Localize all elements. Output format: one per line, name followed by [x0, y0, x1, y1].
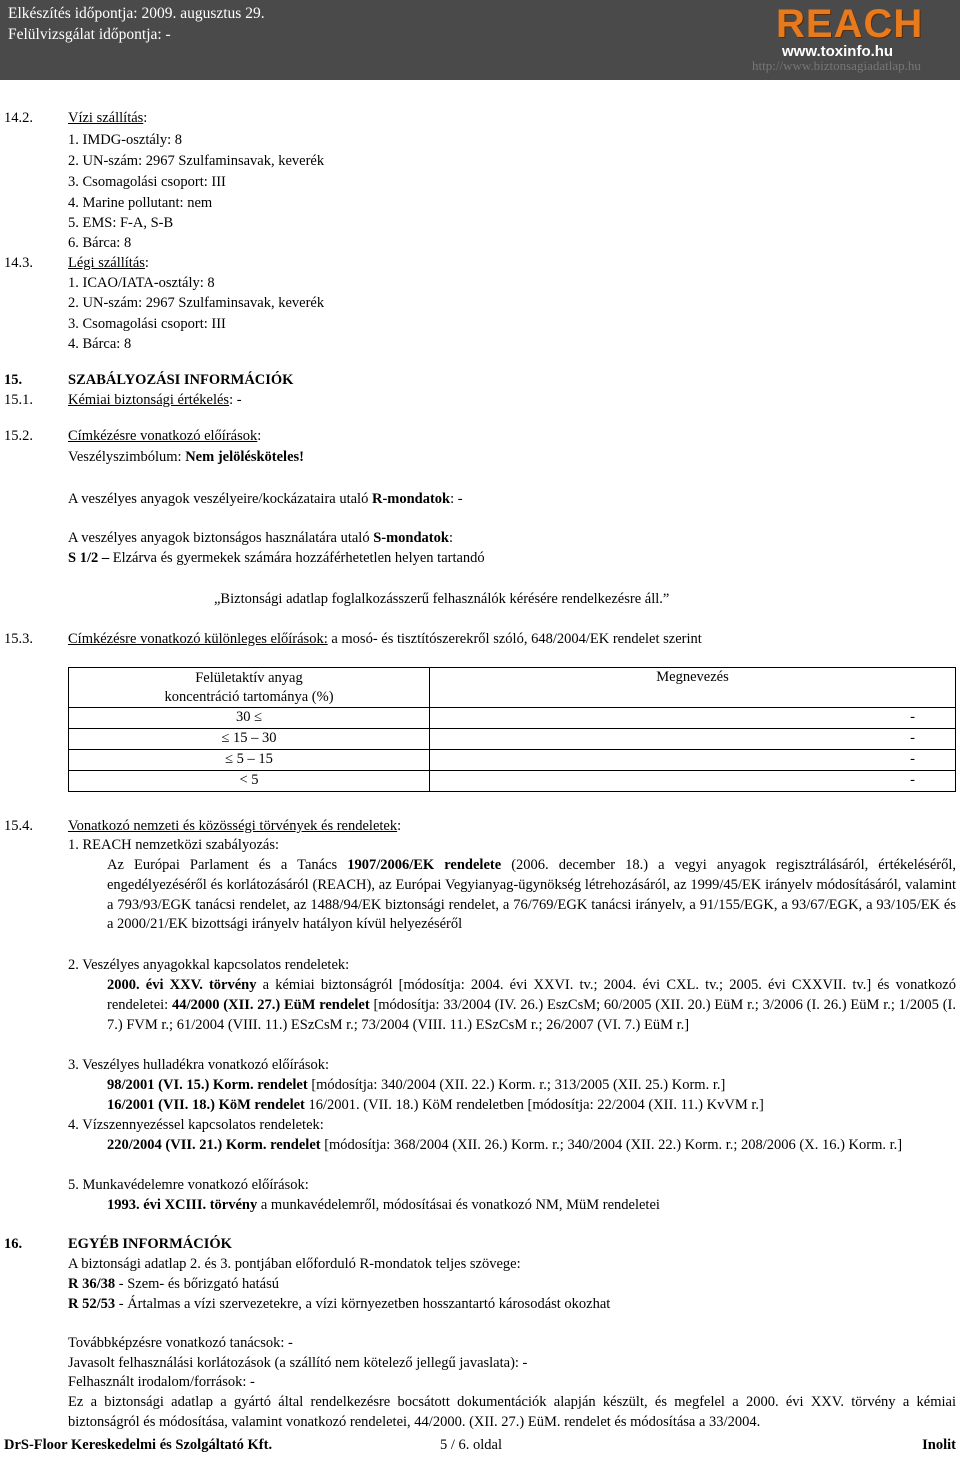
table-header-row	[69, 668, 956, 708]
section-title: Vízi szállítás:	[68, 110, 148, 126]
section-title: Címkézésre vonatkozó előírások:	[68, 428, 262, 444]
list-item: 4. Marine pollutant: nem	[68, 195, 213, 211]
table-cell: < 5	[69, 771, 430, 792]
section-title: Címkézésre vonatkozó különleges előírások: a mosó- és tisztítószerekről szóló, 648/2004/EK rendelet szerint	[68, 631, 702, 647]
waste-regulation: 16/2001 (VII. 18.) KöM rendelet 16/2001. (VII. 18.) KöM rendeletben [módosítja: 22/2004 (XII. 11.) KvVM r.]	[107, 1097, 764, 1113]
reach-regulation-text: Az Európai Parlament és a Tanács 1907/2006/EK rendelete (2006. december 18.) a vegyi anyagok regisztrálásáról, értékeléséről, engedélyezéséről és korlátozásáról (REACH), az Európai Vegyianyag-ügynökség létrehozásáról, az 1999/45/EK irányelv módosításáról, valamint a 793/93/EGK tanácsi rendelet, az 1488/94/EK biztonsági rendelet, a 76/769/EGK tanácsi irányelv, a 91/155/EGK, a 93/67/EGK, a 93/105/EK és a 2000/21/EK bizottsági irányelv hatályon kívül helyezéséről	[107, 857, 956, 933]
training-advice: Továbbképzésre vonatkozó tanácsok: -	[68, 1335, 293, 1351]
section-title: Kémiai biztonsági értékelés: -	[68, 392, 242, 408]
table-row	[69, 771, 956, 792]
section-number: 14.3.	[4, 255, 33, 271]
footer-company: DrS-Floor Kereskedelmi és Szolgáltató Kft.	[4, 1437, 273, 1453]
table-row	[69, 750, 956, 771]
table-cell: -	[430, 750, 956, 771]
section-number: 15.2.	[4, 428, 33, 444]
page-number: 5 / 6. oldal	[440, 1437, 503, 1453]
section-number: 16.	[4, 1236, 23, 1252]
section-number: 15.3.	[4, 631, 33, 647]
table-cell: -	[430, 708, 956, 729]
revision-date: Felülvizsgálat időpontja: -	[8, 26, 171, 43]
list-item: 1. REACH nemzetközi szabályozás:	[68, 837, 279, 853]
reach-logo: REACH	[776, 2, 924, 46]
list-item: 3. Veszélyes hulladékra vonatkozó előírások:	[68, 1057, 330, 1073]
list-item: 2. UN-szám: 2967 Szulfaminsavak, keverék	[68, 295, 325, 311]
table-cell: 30 ≤	[69, 708, 430, 729]
literature-sources: Felhasznált irodalom/források: -	[68, 1374, 255, 1390]
list-item: 1. ICAO/IATA-osztály: 8	[68, 275, 215, 291]
section-number: 15.4.	[4, 818, 33, 834]
hazard-symbol: Veszélyszimbólum: Nem jelölésköteles!	[68, 449, 304, 465]
section-heading: EGYÉB INFORMÁCIÓK	[68, 1236, 232, 1252]
section-title: Légi szállítás:	[68, 255, 149, 271]
section-number: 15.1.	[4, 392, 33, 408]
list-item: 2. Veszélyes anyagokkal kapcsolatos rendeletek:	[68, 957, 350, 973]
availability-note: „Biztonsági adatlap foglalkozásszerű felhasználók kérésére rendelkezésre áll.”	[214, 591, 670, 607]
r-phrase-item: R 36/38 - Szem- és bőrizgató hatású	[68, 1276, 280, 1292]
page-header	[0, 0, 960, 80]
s-phrases: A veszélyes anyagok biztonságos használatára utaló S-mondatok:	[68, 530, 453, 546]
section-number: 14.2.	[4, 110, 33, 126]
table-cell: ≤ 5 – 15	[69, 750, 430, 771]
list-item: 6. Bárca: 8	[68, 235, 132, 251]
list-item: 4. Vízszennyezéssel kapcsolatos rendeletek:	[68, 1117, 324, 1133]
table-header-cell: Megnevezés	[430, 668, 956, 708]
surfactant-table	[68, 667, 956, 792]
table-cell: ≤ 15 – 30	[69, 729, 430, 750]
section-number: 15.	[4, 372, 23, 388]
table-row	[69, 708, 956, 729]
creation-date: Elkészítés időpontja: 2009. augusztus 29.	[8, 5, 265, 22]
closing-paragraph: Ez a biztonsági adatlap a gyártó által rendelkezésre bocsátott dokumentációk alapján készült, és megfelel a 2000. évi XXV. törvény a kémiai biztonságról és módosítása, valamint vonatkozó rendeletei, 44/2000. (XII. 27.) EüM. rendelet és módosítása a 33/2004.	[68, 1394, 956, 1430]
list-item: 5. EMS: F-A, S-B	[68, 215, 174, 231]
footer-product: Inolit	[922, 1437, 956, 1453]
labour-safety-regulation: 1993. évi XCIII. törvény a munkavédelemről, módosításai és vonatkozó NM, MüM rendeletei	[107, 1197, 660, 1213]
logo-url[interactable]: http://www.biztonsagiadatlap.hu	[752, 58, 921, 73]
list-item: 5. Munkavédelemre vonatkozó előírások:	[68, 1177, 309, 1193]
water-regulation: 220/2004 (VII. 21.) Korm. rendelet [módosítja: 368/2004 (XII. 26.) Korm. r.; 340/2004 (XII. 22.) Korm. r.; 208/2006 (X. 16.) Korm. r.]	[107, 1137, 903, 1153]
table-header-cell: Felületaktív anyag koncentráció tartománya (%)	[69, 668, 430, 708]
s-phrase-item: S 1/2 – Elzárva és gyermekek számára hozzáférhetetlen helyen tartandó	[68, 550, 485, 566]
usage-restrictions: Javasolt felhasználási korlátozások (a szállító nem kötelező jellegű javaslata): -	[68, 1355, 528, 1371]
chemical-safety-text: 2000. évi XXV. törvény a kémiai biztonságról [módosítja: 2004. évi XXVI. tv.; 2004. évi CXL. tv.; 2005. évi CXXVII. tv.] és vonatkozó rendeletei: 44/2000 (XII. 27.) EüM rendelet [módosítja: 33/2004 (IV. 26.) EszCsM; 60/2005 (XII. 20.) EüM r.; 3/2006 (I. 26.) EüM r.; 1/2005 (I. 7.) FVM r.; 61/2004 (VIII. 11.) ESzCsM r.; 73/2004 (VIII. 11.) ESzCsM r.; 26/2007 (VI. 7.) EüM r.]	[107, 977, 956, 1033]
logo-subtitle[interactable]: www.toxinfo.hu	[782, 43, 894, 60]
list-item: 1. IMDG-osztály: 8	[68, 132, 182, 148]
table-cell: -	[430, 729, 956, 750]
section-heading: SZABÁLYOZÁSI INFORMÁCIÓK	[68, 372, 294, 388]
table-row	[69, 729, 956, 750]
list-item: 3. Csomagolási csoport: III	[68, 174, 226, 190]
r-phrases-intro: A biztonsági adatlap 2. és 3. pontjában előforduló R-mondatok teljes szövege:	[68, 1256, 521, 1272]
section-title: Vonatkozó nemzeti és közösségi törvények és rendeletek:	[68, 818, 402, 834]
r-phrases: A veszélyes anyagok veszélyeire/kockázataira utaló R-mondatok: -	[68, 491, 463, 507]
waste-regulation: 98/2001 (VI. 15.) Korm. rendelet [módosítja: 340/2004 (XII. 22.) Korm. r.; 313/2005 (XII. 25.) Korm. r.]	[107, 1077, 726, 1093]
list-item: 4. Bárca: 8	[68, 336, 132, 352]
r-phrase-item: R 52/53 - Ártalmas a vízi szervezetekre, a vízi környezetben hosszantartó károsodást okozhat	[68, 1296, 611, 1312]
list-item: 2. UN-szám: 2967 Szulfaminsavak, keverék	[68, 153, 325, 169]
table-cell: -	[430, 771, 956, 792]
list-item: 3. Csomagolási csoport: III	[68, 316, 226, 332]
